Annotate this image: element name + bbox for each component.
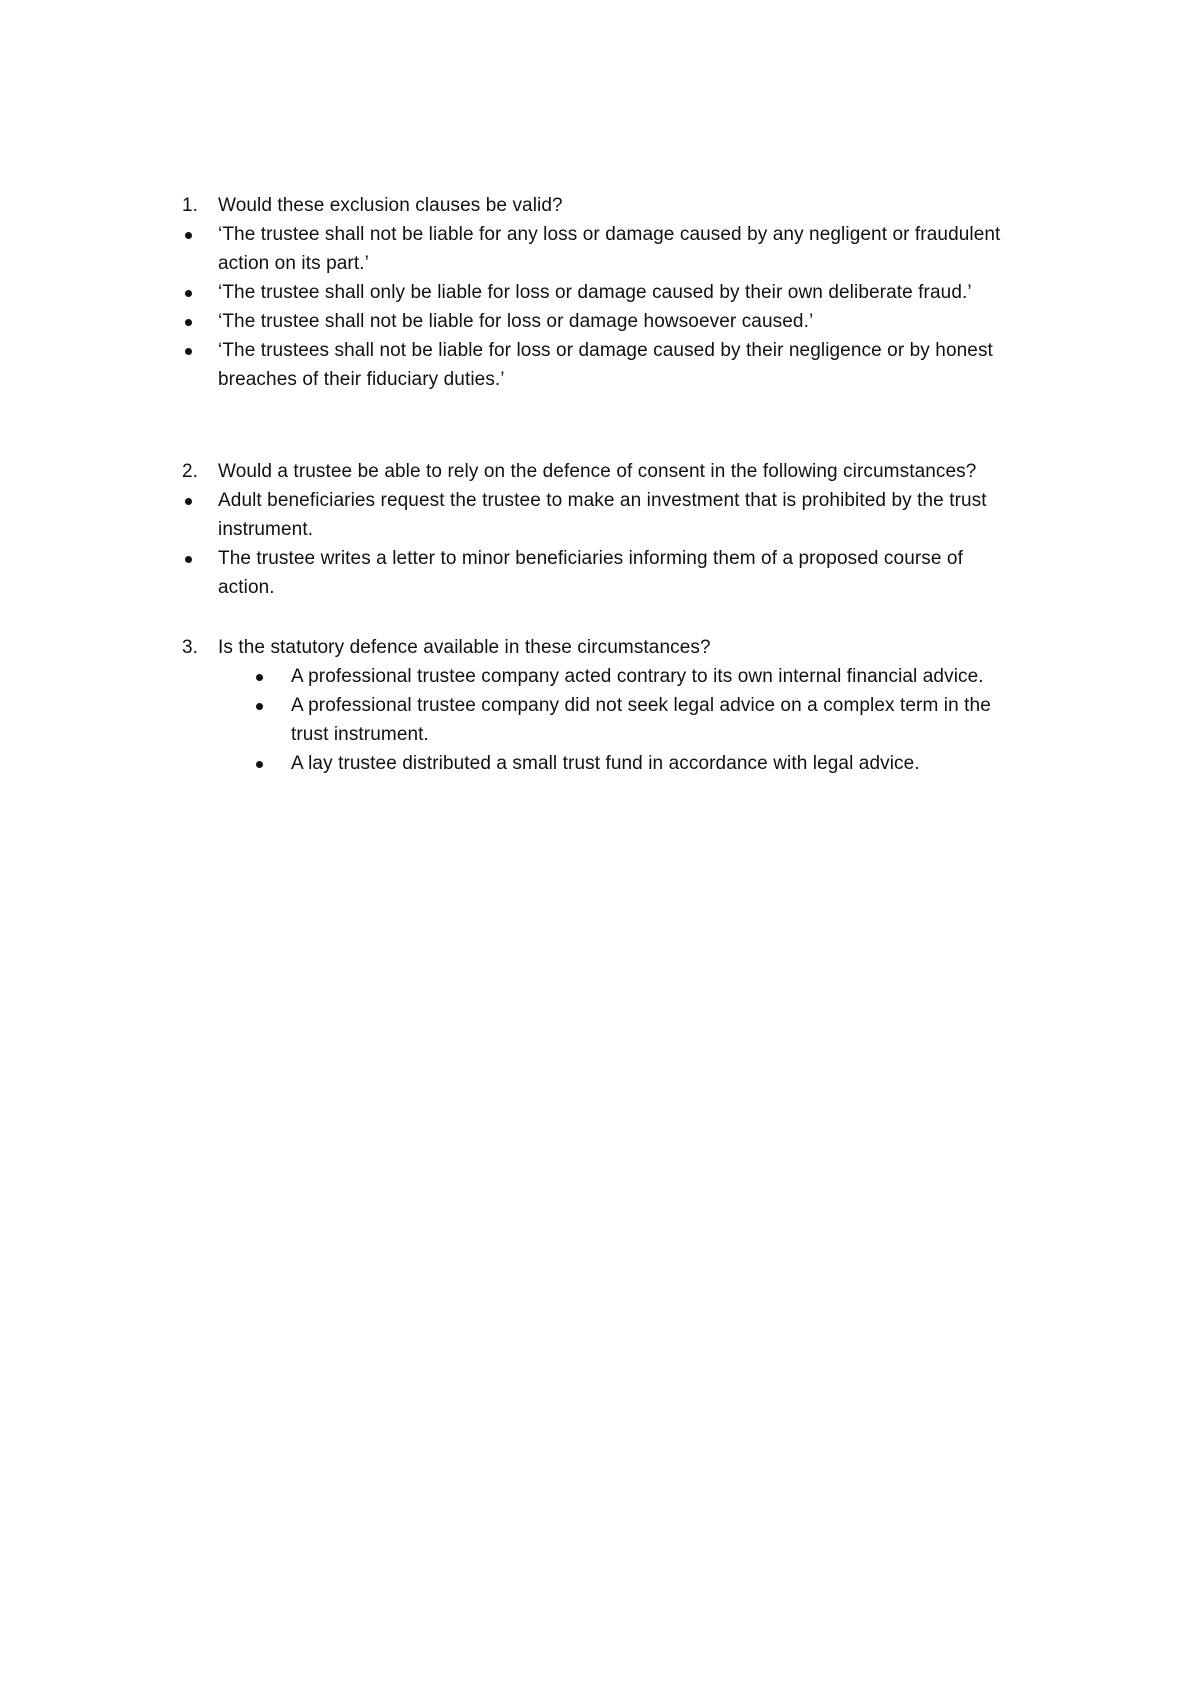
bullet-icon	[256, 761, 263, 768]
question-2-item-1-line-1: Adult beneficiaries request the trustee to make an investment that is prohibited by the trust	[218, 490, 987, 511]
question-3-item-2-line-2: trust instrument.	[291, 724, 429, 745]
question-1-item-3-line-1: ‘The trustee shall not be liable for loss or damage howsoever caused.’	[218, 311, 814, 332]
question-1-text: Would these exclusion clauses be valid?	[218, 195, 563, 216]
bullet-icon	[185, 556, 192, 563]
question-2-item-2-line-1: The trustee writes a letter to minor beneficiaries informing them of a proposed course of	[218, 548, 963, 569]
bullet-icon	[256, 703, 263, 710]
question-1-item-4-line-2: breaches of their fiduciary duties.’	[218, 369, 505, 390]
question-1-item-1-line-1: ‘The trustee shall not be liable for any loss or damage caused by any negligent or fraudulent	[218, 224, 1001, 245]
bullet-icon	[185, 498, 192, 505]
question-3-item-3-line-1: A lay trustee distributed a small trust fund in accordance with legal advice.	[291, 753, 920, 774]
question-2-number: 2.	[182, 461, 198, 482]
bullet-icon	[185, 348, 192, 355]
question-2-item-1-line-2: instrument.	[218, 519, 314, 540]
question-2-text: Would a trustee be able to rely on the defence of consent in the following circumstances?	[218, 461, 977, 482]
bullet-icon	[256, 674, 263, 681]
bullet-icon	[185, 290, 192, 297]
question-3-number: 3.	[182, 637, 198, 658]
question-1-item-2-line-1: ‘The trustee shall only be liable for loss or damage caused by their own deliberate fraud.’	[218, 282, 972, 303]
question-1-item-4-line-1: ‘The trustees shall not be liable for loss or damage caused by their negligence or by honest	[218, 340, 993, 361]
bullet-icon	[185, 319, 192, 326]
question-3-text: Is the statutory defence available in these circumstances?	[218, 637, 711, 658]
question-2-item-2-line-2: action.	[218, 577, 275, 598]
bullet-icon	[185, 232, 192, 239]
question-3-item-2-line-1: A professional trustee company did not seek legal advice on a complex term in the	[291, 695, 991, 716]
question-1-item-1-line-2: action on its part.’	[218, 253, 369, 274]
question-1-number: 1.	[182, 195, 198, 216]
question-3-item-1-line-1: A professional trustee company acted contrary to its own internal financial advice.	[291, 666, 984, 687]
